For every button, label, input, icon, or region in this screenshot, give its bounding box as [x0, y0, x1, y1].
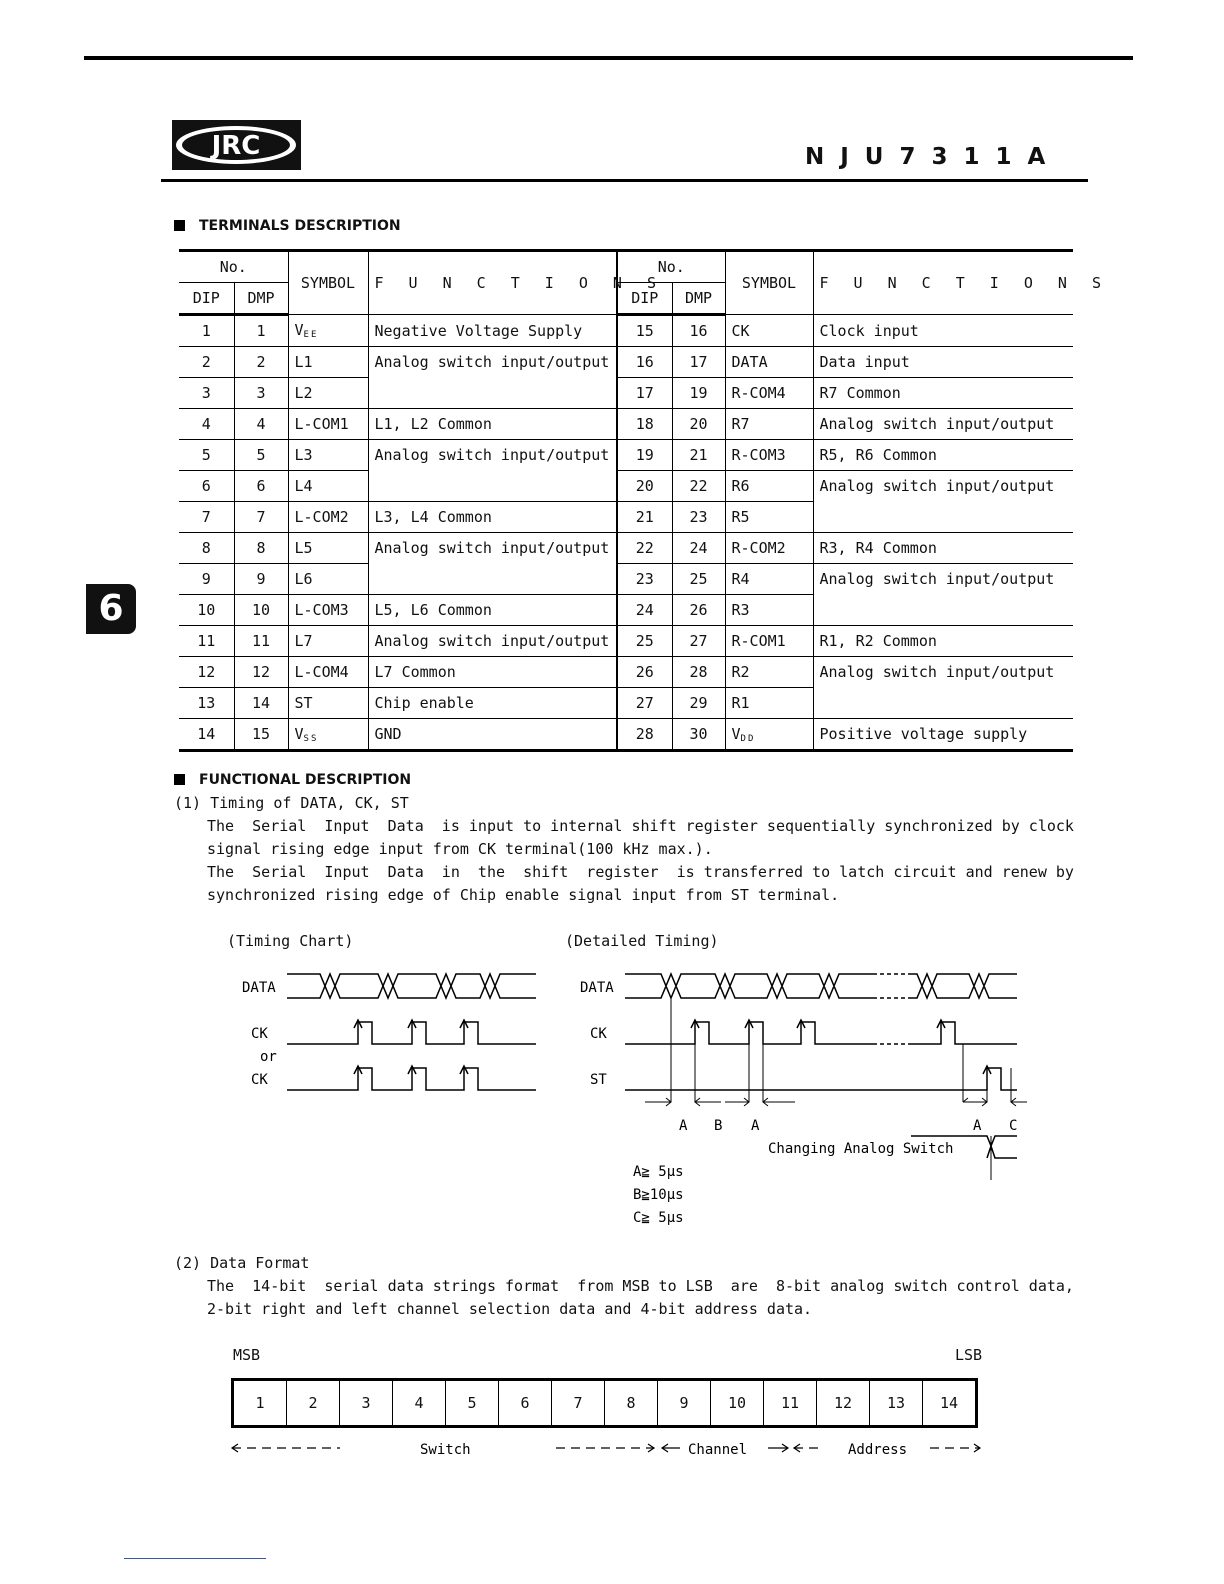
dmp-pin: 2	[234, 347, 288, 378]
symbol-cell	[288, 564, 368, 595]
dmp-pin: 10	[234, 595, 288, 626]
dip-pin: 19	[617, 440, 672, 471]
function-cell: GND	[368, 719, 617, 751]
dmp-pin: 8	[234, 533, 288, 564]
bit-cell: 12	[817, 1380, 870, 1427]
symbol-cell	[725, 315, 813, 347]
symbol-cell	[725, 533, 813, 564]
group-address-label: Address	[848, 1442, 908, 1458]
col-functions-left: F U N C T I O N S	[368, 251, 617, 315]
symbol-base: L-COM1	[294, 415, 349, 433]
symbol-cell	[725, 409, 813, 440]
function-cell: R7 Common	[813, 378, 1073, 409]
bit-cell: 3	[340, 1380, 393, 1427]
header-rule	[161, 179, 1088, 182]
dmp-pin: 1	[234, 315, 288, 347]
symbol-cell	[288, 595, 368, 626]
function-cell: Chip enable	[368, 688, 617, 719]
table-row	[179, 626, 1073, 657]
symbol-base: V	[731, 724, 741, 743]
symbol-base: L4	[294, 477, 313, 495]
dip-pin: 14	[179, 719, 234, 751]
symbol-cell	[725, 719, 813, 751]
dt-st-waveform	[625, 1068, 1017, 1090]
dip-pin: 15	[617, 315, 672, 347]
function-cell: Data input	[813, 347, 1073, 378]
sig-ck-label: CK	[251, 1026, 268, 1042]
bullet-square-icon	[174, 774, 185, 785]
dmp-pin: 12	[234, 657, 288, 688]
dip-pin: 3	[179, 378, 234, 409]
dt-st-label: ST	[590, 1072, 607, 1088]
symbol-base: R5	[731, 508, 750, 526]
symbol-base: L1	[294, 353, 313, 371]
function-cell: Clock input	[813, 315, 1073, 347]
item1-line-2: signal rising edge input from CK terminal(100 kHz max.).	[207, 840, 713, 858]
symbol-cell	[288, 315, 368, 347]
dip-pin: 22	[617, 533, 672, 564]
dmp-pin: 29	[672, 688, 725, 719]
symbol-cell	[288, 409, 368, 440]
function-cell	[368, 378, 617, 409]
dip-pin: 16	[617, 347, 672, 378]
symbol-base: R2	[731, 663, 750, 681]
sig-or-label: or	[260, 1049, 277, 1065]
col-dip-left: DIP	[179, 283, 234, 315]
function-cell: R3, R4 Common	[813, 533, 1073, 564]
ck2-waveform	[287, 1068, 536, 1090]
col-dmp-right: DMP	[672, 283, 725, 315]
function-cell: L3, L4 Common	[368, 502, 617, 533]
bit-cell: 2	[287, 1380, 340, 1427]
symbol-base: CK	[731, 321, 750, 340]
timing-chart-label: (Timing Chart)	[227, 932, 354, 950]
function-cell: Analog switch input/output	[368, 347, 617, 378]
symbol-cell	[725, 378, 813, 409]
col-functions-right: F U N C T I O N S	[813, 251, 1073, 315]
function-cell: L5, L6 Common	[368, 595, 617, 626]
symbol-base: L2	[294, 384, 313, 402]
function-cell: Analog switch input/output	[813, 657, 1073, 688]
table-row	[179, 688, 1073, 719]
dmp-pin: 7	[234, 502, 288, 533]
symbol-base: V	[294, 724, 304, 743]
symbol-cell	[288, 657, 368, 688]
symbol-base: R6	[731, 477, 750, 495]
bit-cell: 13	[870, 1380, 923, 1427]
item1-line-4: synchronized rising edge of Chip enable signal input from ST terminal.	[207, 886, 840, 904]
dip-pin: 25	[617, 626, 672, 657]
symbol-cell	[288, 471, 368, 502]
dmp-pin: 21	[672, 440, 725, 471]
item1-title: (1) Timing of DATA, CK, ST	[174, 794, 409, 812]
table-row	[179, 719, 1073, 751]
section-tab: 6	[86, 584, 136, 634]
function-cell: Analog switch input/output	[368, 440, 617, 471]
dt-ck-label: CK	[590, 1026, 607, 1042]
symbol-base: L-COM4	[294, 663, 349, 681]
function-cell	[368, 471, 617, 502]
bit-cell: 1	[233, 1380, 287, 1427]
function-cell: Analog switch input/output	[813, 564, 1073, 595]
dmp-pin: 3	[234, 378, 288, 409]
table-row	[179, 471, 1073, 502]
functional-heading-text: FUNCTIONAL DESCRIPTION	[199, 772, 412, 788]
table-row	[179, 440, 1073, 471]
bit-cell: 8	[605, 1380, 658, 1427]
symbol-cell	[725, 626, 813, 657]
symbol-cell	[725, 688, 813, 719]
symbol-cell	[288, 533, 368, 564]
symbol-cell	[725, 657, 813, 688]
dmp-pin: 5	[234, 440, 288, 471]
top-rule	[84, 56, 1133, 60]
symbol-cell	[725, 595, 813, 626]
logo-text: JRC	[211, 131, 261, 161]
col-no-right: No.	[617, 251, 725, 283]
group-channel-label: Channel	[688, 1442, 748, 1458]
dt-mark-a3: A	[973, 1118, 982, 1134]
dip-pin: 4	[179, 409, 234, 440]
dmp-pin: 25	[672, 564, 725, 595]
dip-pin: 9	[179, 564, 234, 595]
table-row	[179, 347, 1073, 378]
detailed-timing-chart	[575, 960, 1035, 1240]
table-row	[179, 315, 1073, 347]
dt-mark-a2: A	[751, 1118, 760, 1134]
functional-heading	[174, 772, 411, 788]
col-no-left: No.	[179, 251, 288, 283]
dip-pin: 21	[617, 502, 672, 533]
table-row	[179, 595, 1073, 626]
symbol-cell	[288, 502, 368, 533]
symbol-cell	[725, 440, 813, 471]
dip-pin: 10	[179, 595, 234, 626]
dip-pin: 13	[179, 688, 234, 719]
item1-line-3: The Serial Input Data in the shift register is transferred to latch circuit and renew by	[207, 863, 1074, 881]
item2-line-2: 2-bit right and left channel selection data and 4-bit address data.	[207, 1300, 813, 1318]
dt-data-label: DATA	[580, 980, 614, 996]
table-row	[179, 564, 1073, 595]
function-cell: Positive voltage supply	[813, 719, 1073, 751]
footer-link-line	[124, 1558, 266, 1559]
bullet-square-icon	[174, 220, 185, 231]
symbol-base: L5	[294, 539, 313, 557]
dt-mark-a1: A	[679, 1118, 688, 1134]
symbol-cell	[288, 378, 368, 409]
dip-pin: 6	[179, 471, 234, 502]
dip-pin: 17	[617, 378, 672, 409]
function-cell: Analog switch input/output	[368, 533, 617, 564]
bit-cell: 14	[923, 1380, 977, 1427]
symbol-base: L-COM3	[294, 601, 349, 619]
function-cell: R1, R2 Common	[813, 626, 1073, 657]
symbol-base: L3	[294, 446, 313, 464]
symbol-cell	[725, 502, 813, 533]
symbol-base: R3	[731, 601, 750, 619]
symbol-cell	[288, 347, 368, 378]
dip-pin: 20	[617, 471, 672, 502]
symbol-base: L7	[294, 632, 313, 650]
dmp-pin: 26	[672, 595, 725, 626]
data-format-groups	[228, 1436, 988, 1462]
dip-pin: 5	[179, 440, 234, 471]
dip-pin: 1	[179, 315, 234, 347]
symbol-subscript: EE	[303, 330, 319, 340]
function-cell: L1, L2 Common	[368, 409, 617, 440]
col-dip-right: DIP	[617, 283, 672, 315]
sig-data-label: DATA	[242, 980, 276, 996]
bit-cell: 10	[711, 1380, 764, 1427]
symbol-cell	[725, 347, 813, 378]
jrc-logo	[172, 120, 301, 170]
item2-title: (2) Data Format	[174, 1254, 310, 1272]
symbol-base: R-COM2	[731, 539, 786, 557]
dt-mark-c: C	[1009, 1118, 1018, 1134]
dip-pin: 12	[179, 657, 234, 688]
dmp-pin: 27	[672, 626, 725, 657]
dip-pin: 27	[617, 688, 672, 719]
timing-chart	[230, 960, 550, 1100]
item1-line-1: The Serial Input Data is input to internal shift register sequentially synchronized by clock	[207, 817, 1074, 835]
part-number: NJU7311A	[805, 144, 1062, 170]
symbol-cell	[288, 626, 368, 657]
symbol-base: L-COM2	[294, 508, 349, 526]
bit-cell: 4	[393, 1380, 446, 1427]
symbol-subscript: DD	[740, 733, 756, 744]
function-cell: R5, R6 Common	[813, 440, 1073, 471]
function-cell	[813, 688, 1073, 719]
function-cell: Analog switch input/output	[813, 409, 1073, 440]
symbol-base: R-COM4	[731, 384, 786, 402]
function-cell	[813, 595, 1073, 626]
dmp-pin: 19	[672, 378, 725, 409]
data-format-bits	[233, 1380, 977, 1427]
dmp-pin: 15	[234, 719, 288, 751]
function-cell	[368, 564, 617, 595]
symbol-cell	[288, 440, 368, 471]
terminals-heading	[174, 218, 401, 234]
table-row	[179, 409, 1073, 440]
function-cell: Negative Voltage Supply	[368, 315, 617, 347]
terminals-table-body	[179, 315, 1073, 751]
dmp-pin: 6	[234, 471, 288, 502]
symbol-base: V	[294, 321, 304, 339]
dmp-pin: 24	[672, 533, 725, 564]
symbol-subscript: SS	[303, 733, 319, 744]
dmp-pin: 16	[672, 315, 725, 347]
table-row	[179, 378, 1073, 409]
table-row	[179, 533, 1073, 564]
dip-pin: 24	[617, 595, 672, 626]
bit-cell: 9	[658, 1380, 711, 1427]
dmp-pin: 11	[234, 626, 288, 657]
function-cell: L7 Common	[368, 657, 617, 688]
dip-pin: 7	[179, 502, 234, 533]
bit-cell: 6	[499, 1380, 552, 1427]
terminals-heading-text: TERMINALS DESCRIPTION	[199, 218, 401, 234]
dmp-pin: 14	[234, 688, 288, 719]
function-cell	[813, 502, 1073, 533]
dmp-pin: 4	[234, 409, 288, 440]
dip-pin: 8	[179, 533, 234, 564]
sig-ck2-label: CK	[251, 1072, 268, 1088]
symbol-base: R4	[731, 570, 750, 588]
symbol-base: R7	[731, 415, 750, 433]
dip-pin: 18	[617, 409, 672, 440]
bit-cell: 7	[552, 1380, 605, 1427]
cond-b: B≧10μs	[633, 1187, 684, 1203]
dmp-pin: 23	[672, 502, 725, 533]
lsb-label: LSB	[955, 1346, 983, 1364]
dt-ck-waveform	[625, 1022, 1017, 1044]
dt-data-waveform	[625, 974, 1017, 998]
symbol-base: DATA	[731, 353, 768, 371]
bit-cell: 5	[446, 1380, 499, 1427]
symbol-base: R-COM1	[731, 632, 786, 650]
function-cell: Analog switch input/output	[368, 626, 617, 657]
item2-line-1: The 14-bit serial data strings format from MSB to LSB are 8-bit analog switch control data,	[207, 1277, 1074, 1295]
symbol-base: R-COM3	[731, 446, 786, 464]
data-format-table	[231, 1378, 978, 1428]
cond-c: C≧ 5μs	[633, 1210, 684, 1226]
table-row	[179, 502, 1073, 533]
symbol-base: ST	[294, 694, 313, 712]
bit-cell: 11	[764, 1380, 817, 1427]
table-row	[179, 657, 1073, 688]
dmp-pin: 17	[672, 347, 725, 378]
dmp-pin: 30	[672, 719, 725, 751]
dmp-pin: 28	[672, 657, 725, 688]
dip-pin: 11	[179, 626, 234, 657]
dip-pin: 28	[617, 719, 672, 751]
detailed-timing-label: (Detailed Timing)	[565, 932, 719, 950]
data-waveform	[287, 974, 536, 998]
terminals-table	[179, 249, 1110, 752]
symbol-base: L6	[294, 570, 313, 588]
msb-label: MSB	[233, 1346, 261, 1364]
dip-pin: 2	[179, 347, 234, 378]
dip-pin: 23	[617, 564, 672, 595]
symbol-cell	[725, 471, 813, 502]
function-cell: Analog switch input/output	[813, 471, 1073, 502]
group-switch-label: Switch	[420, 1442, 471, 1458]
dmp-pin: 20	[672, 409, 725, 440]
col-dmp-left: DMP	[234, 283, 288, 315]
cond-a: A≧ 5μs	[633, 1164, 684, 1180]
col-symbol-left: SYMBOL	[288, 251, 368, 315]
dmp-pin: 22	[672, 471, 725, 502]
changing-analog-switch-label: Changing Analog Switch	[768, 1141, 954, 1157]
symbol-cell	[288, 719, 368, 751]
dt-mark-b: B	[714, 1118, 723, 1134]
dmp-pin: 9	[234, 564, 288, 595]
symbol-cell	[725, 564, 813, 595]
symbol-cell	[288, 688, 368, 719]
symbol-base: R1	[731, 694, 750, 712]
dip-pin: 26	[617, 657, 672, 688]
ck-waveform	[287, 1022, 536, 1044]
col-symbol-right: SYMBOL	[725, 251, 813, 315]
